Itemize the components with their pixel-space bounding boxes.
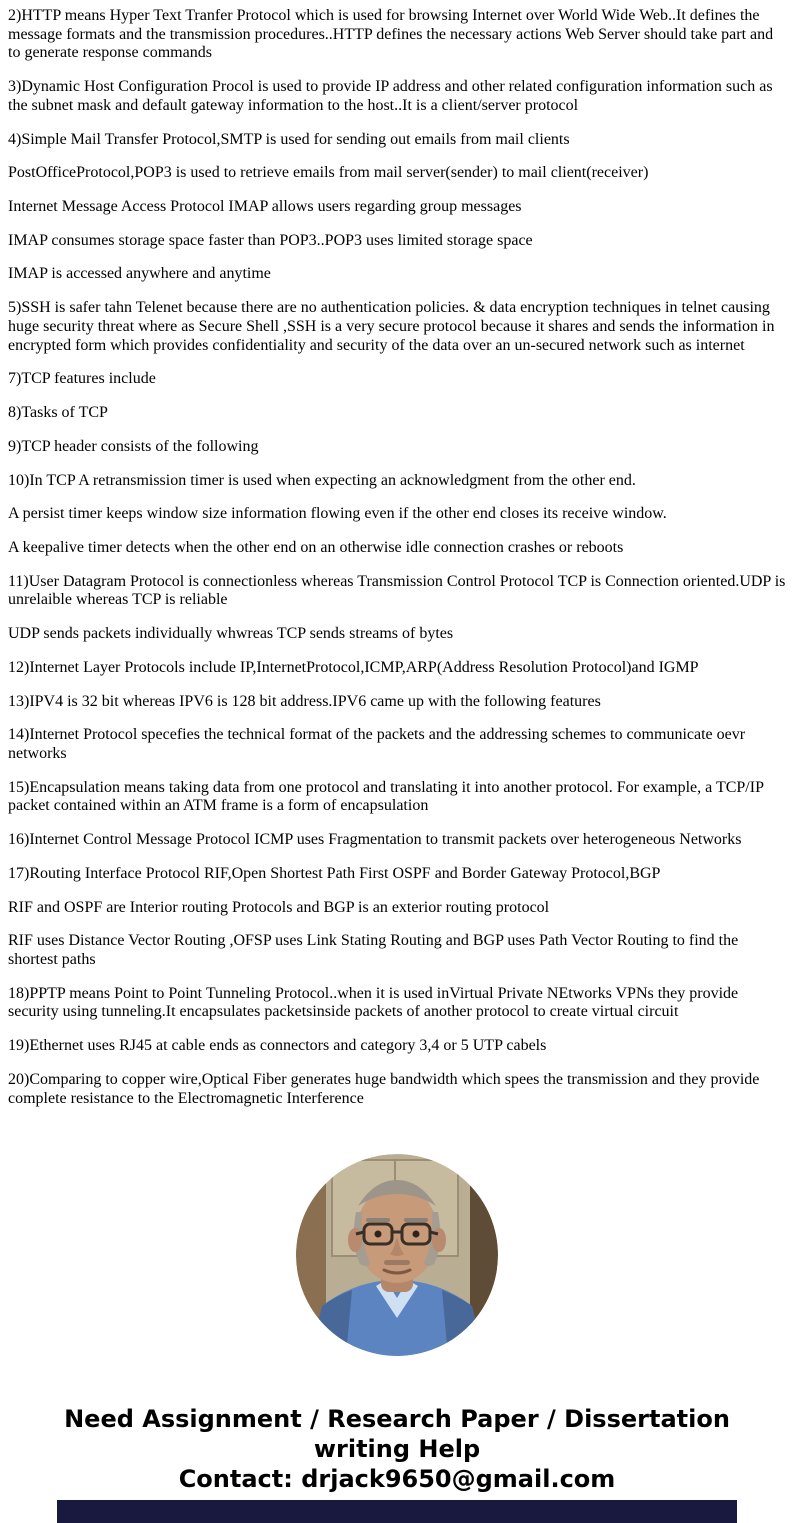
paragraph: IMAP is accessed anywhere and anytime — [8, 265, 271, 283]
presenter-photo-illustration — [296, 1154, 498, 1356]
paragraph: 16)Internet Control Message Protocol ICMP uses Fragmentation to transmit packets over heterogeneous Networks — [8, 831, 742, 849]
paragraph: RIF uses Distance Vector Routing ,OFSP uses Link Stating Routing and BGP uses Path Vector Routing to find the shortest paths — [8, 932, 739, 968]
paragraph: RIF and OSPF are Interior routing Protocols and BGP is an exterior routing protocol — [8, 898, 550, 916]
paragraph: 8)Tasks of TCP — [8, 404, 108, 422]
promo-heading: Need Assignment / Research Paper / Dissertation writing Help — [64, 1405, 730, 1464]
promo-contact-email: Contact: drjack9650@gmail.com — [178, 1465, 616, 1494]
paragraph: 18)PPTP means Point to Point Tunneling Protocol..when it is used inVirtual Private NEtworks VPNs they provide security using tunneling.It encapsulates packetsinside packets of another protocol to create virtual circuit — [8, 984, 739, 1021]
paragraph: A persist timer keeps window size information flowing even if the other end closes its receive window. — [8, 505, 667, 523]
paragraph: 20)Comparing to copper wire,Optical Fiber generates huge bandwidth which spees the transmission and they provide complete resistance to the Electromagnetic Interference — [8, 1070, 760, 1107]
paragraph: PostOfficeProtocol,POP3 is used to retrieve emails from mail server(sender) to mail client(receiver) — [8, 164, 649, 182]
promo-footer — [0, 1404, 794, 1494]
paragraph: 15)Encapsulation means taking data from one protocol and translating it into another protocol. For example, a TCP/IP packet contained within an ATM frame is a form of encapsulation — [8, 778, 764, 815]
paragraph: 5)SSH is safer tahn Telenet because there are no authentication policies. & data encryption techniques in telnet causing huge security threat where as Secure Shell ,SSH is a very secure protocol because it shares and sends the information in encrypted form which provides confidentiality and security of the data over an un-secured network such as internet — [8, 299, 775, 354]
paragraph: 2)HTTP means Hyper Text Tranfer Protocol which is used for browsing Internet over World Wide Web..It defines the message formats and the transmission procedures..HTTP defines the necessary actions Web Server should take part and to generate response commands — [8, 7, 774, 62]
presenter-photo — [296, 1154, 498, 1356]
paragraph: 13)IPV4 is 32 bit whereas IPV6 is 128 bit address.IPV6 came up with the following features — [8, 692, 601, 710]
paragraph: 9)TCP header consists of the following — [8, 437, 259, 455]
paragraph: IMAP consumes storage space faster than POP3..POP3 uses limited storage space — [8, 231, 533, 249]
paragraph: UDP sends packets individually whwreas TCP sends streams of bytes — [8, 625, 454, 643]
paragraph: 10)In TCP A retransmission timer is used when expecting an acknowledgment from the other end. — [8, 471, 636, 489]
paragraph: A keepalive timer detects when the other end on an otherwise idle connection crashes or reboots — [8, 538, 624, 556]
paragraph: Internet Message Access Protocol IMAP allows users regarding group messages — [8, 198, 522, 216]
bottom-bar — [57, 1500, 737, 1523]
paragraph: 4)Simple Mail Transfer Protocol,SMTP is used for sending out emails from mail clients — [8, 130, 570, 148]
paragraph: 12)Internet Layer Protocols include IP,InternetProtocol,ICMP,ARP(Address Resolution Protocol)and IGMP — [8, 658, 699, 676]
paragraph: 17)Routing Interface Protocol RIF,Open Shortest Path First OSPF and Border Gateway Protocol,BGP — [8, 864, 661, 882]
paragraph: 11)User Datagram Protocol is connectionless whereas Transmission Control Protocol TCP is Connection oriented.UDP is unrelaible whereas TCP is reliable — [8, 572, 786, 609]
avatar-container — [0, 1154, 794, 1356]
paragraph: 14)Internet Protocol specefies the technical format of the packets and the addressing schemes to communicate oevr networks — [8, 726, 746, 762]
paragraph: 19)Ethernet uses RJ45 at cable ends as connectors and category 3,4 or 5 UTP cabels — [8, 1037, 547, 1055]
paragraph: 7)TCP features include — [8, 370, 156, 388]
paragraph: 3)Dynamic Host Configuration Procol is used to provide IP address and other related configuration information such as the subnet mask and default gateway information to the host..It is a client/server protocol — [8, 78, 773, 114]
